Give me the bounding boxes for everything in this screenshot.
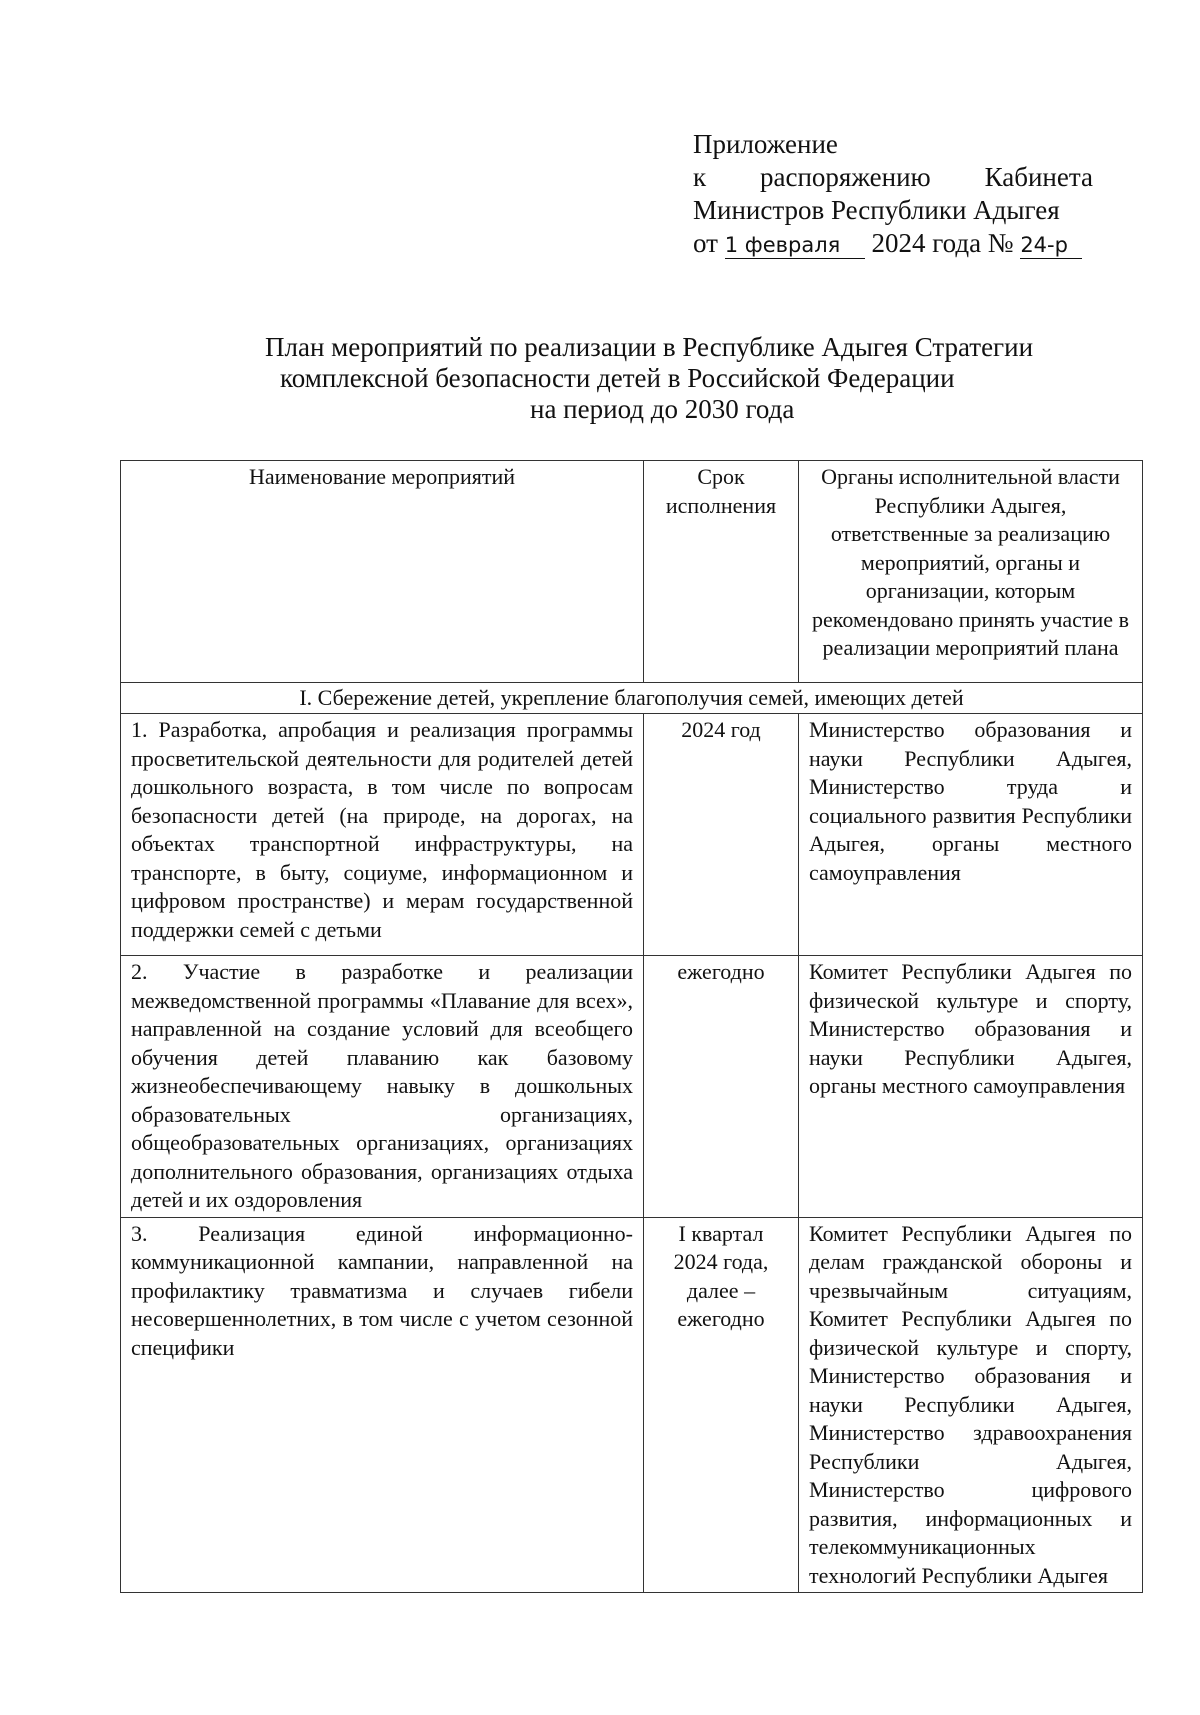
- appendix-word-k: к: [693, 162, 707, 192]
- table-row: [121, 1217, 1143, 1593]
- appendix-line-4: [693, 227, 1093, 260]
- header-term: Срок исполнения: [644, 461, 799, 683]
- row-responsible: Комитет Республики Адыгея по делам гражданской обороны и чрезвычайным ситуациям, Комитет Республики Адыгея по физической культуре и спорту, Министерство образования и науки Республики Адыгея, Министерство здравоохранения Республики Адыгея, Министерство цифрового развития, информационных и телекоммуникационных технологий Республики Адыгея: [799, 1217, 1143, 1593]
- appendix-year: 2024 года №: [871, 228, 1014, 258]
- table-row: [121, 714, 1143, 956]
- appendix-title: Приложение: [693, 129, 838, 159]
- appendix-number: 24-р: [1020, 232, 1082, 259]
- row-responsible: Министерство образования и науки Республики Адыгея, Министерство труда и социального развития Республики Адыгея, органы местного самоуправления: [799, 714, 1143, 956]
- appendix-word-cabinet: Кабинета: [984, 162, 1093, 192]
- row-term: I квартал 2024 года, далее – ежегодно: [644, 1217, 799, 1593]
- header-activity-name: Наименование мероприятий: [121, 461, 644, 683]
- table-row: [121, 956, 1143, 1218]
- appendix-from: от: [693, 228, 718, 258]
- row-term: ежегодно: [644, 956, 799, 1218]
- table-header-row: [121, 461, 1143, 683]
- row-activity: 3. Реализация единой информационно-коммуникационной кампании, направленной на профилактику травматизма и случаев гибели несовершеннолетних, в том числе с учетом сезонной специфики: [121, 1217, 644, 1593]
- section-row: [121, 683, 1143, 714]
- appendix-date: 1 февраля: [725, 232, 865, 259]
- row-term: 2024 год: [644, 714, 799, 956]
- row-responsible: Комитет Республики Адыгея по физической культуре и спорту, Министерство образования и науки Республики Адыгея, органы местного самоуправления: [799, 956, 1143, 1218]
- plan-table: [120, 460, 1143, 1593]
- title-line-1: План мероприятий по реализации в Республике Адыгея Стратегии: [265, 332, 1034, 362]
- appendix-block: [693, 128, 1093, 260]
- row-activity: 1. Разработка, апробация и реализация программы просветительской деятельности для родителей детей дошкольного возраста, в том числе по вопросам безопасности детей (на природе, на дорогах, на объектах транспортной инфраструктуры, на транспорте, в быту, социуме, информационном и цифровом пространстве) и мерам государственной поддержки семей с детьми: [121, 714, 644, 956]
- row-activity: 2. Участие в разработке и реализации межведомственной программы «Плавание для всех», направленной на создание условий для всеобщего обучения детей плаванию как базовому жизнеобеспечивающему навыку в дошкольных образовательных организациях, общеобразовательных организациях, организациях дополнительного образования, организациях отдыха детей и их оздоровления: [121, 956, 644, 1218]
- document-title: [240, 332, 1100, 425]
- appendix-line-3: Министров Республики Адыгея: [693, 195, 1060, 225]
- appendix-line-2: [693, 161, 1093, 194]
- section-title: I. Сбережение детей, укрепление благополучия семей, имеющих детей: [121, 683, 1143, 714]
- title-line-3: на период до 2030 года: [530, 394, 795, 424]
- appendix-word-order: распоряжению: [760, 162, 931, 192]
- header-responsible: Органы исполнительной власти Республики Адыгея, ответственные за реализацию мероприятий, органы и организации, которым рекомендовано принять участие в реализации мероприятий плана: [799, 461, 1143, 683]
- title-line-2: комплексной безопасности детей в Российской Федерации: [280, 363, 955, 393]
